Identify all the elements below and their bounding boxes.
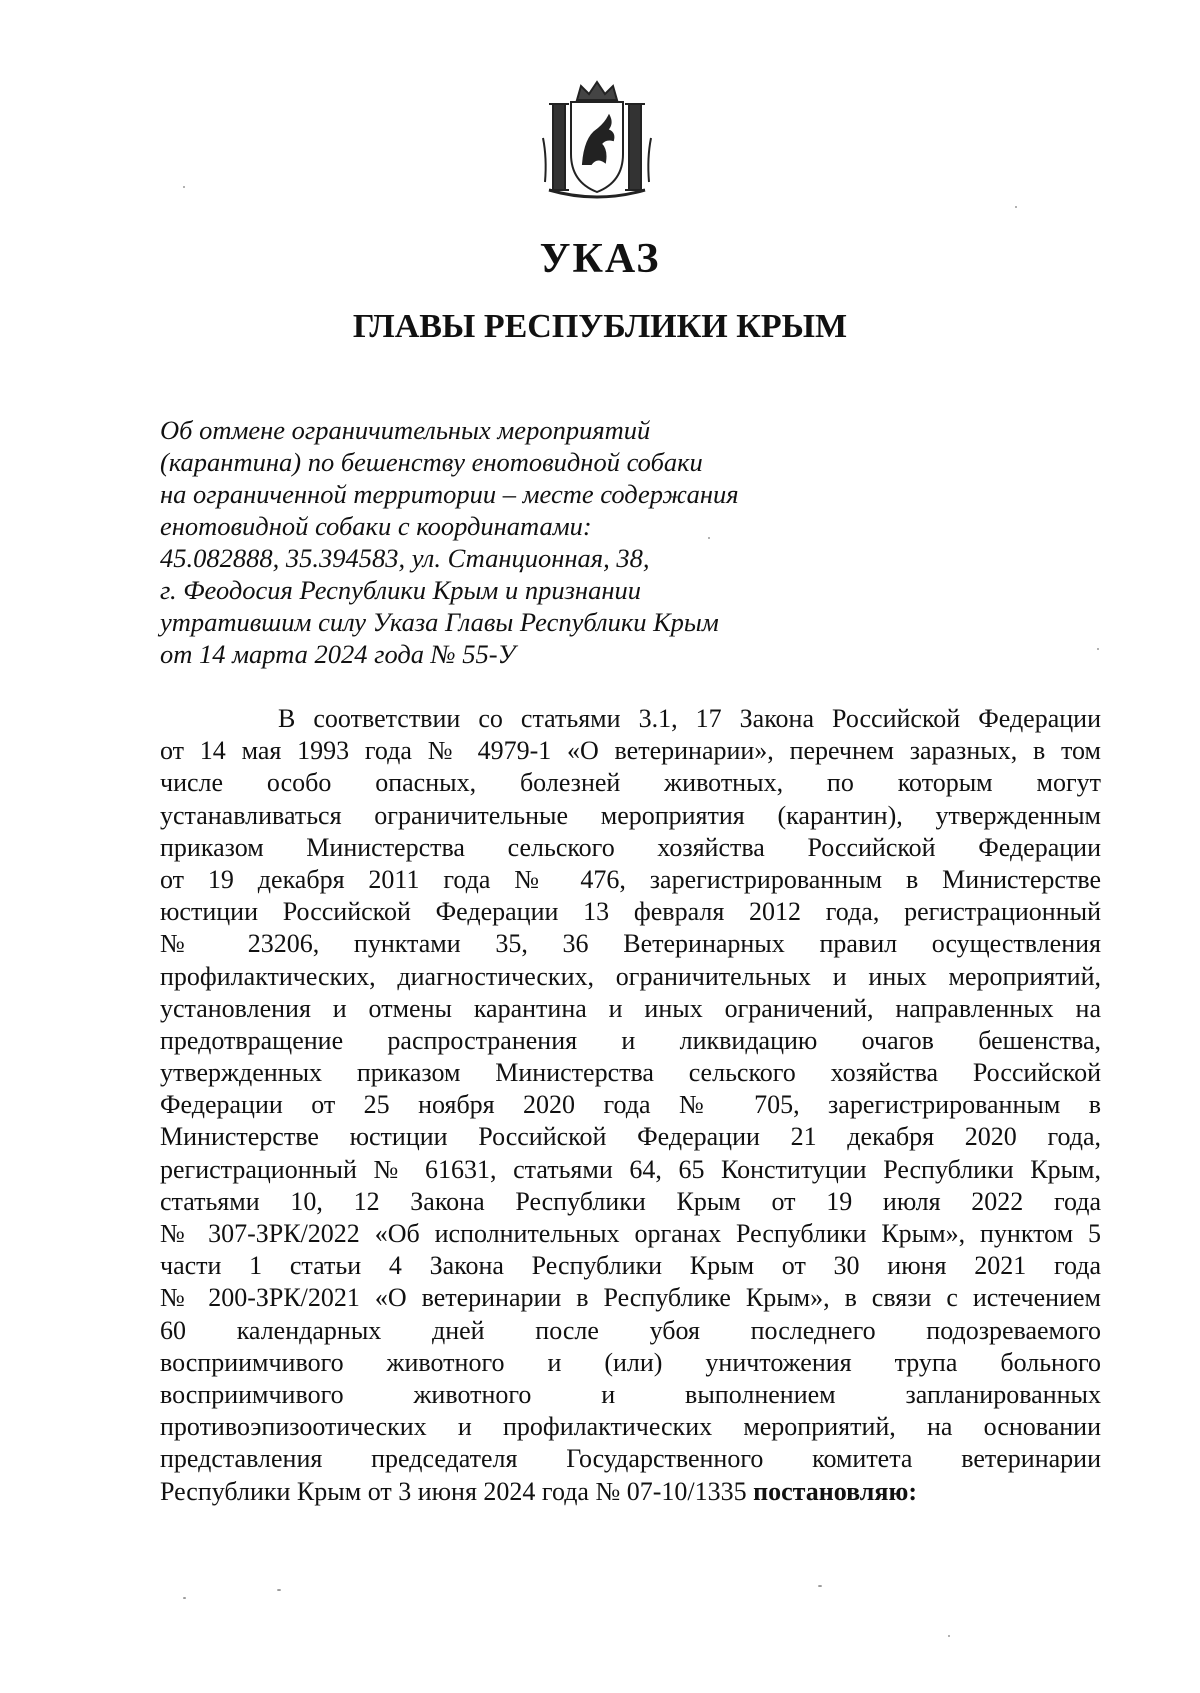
body-line: № 23206, пунктами 35, 36 Ветеринарных правил осуществления (160, 929, 1101, 959)
body-line: № 200-ЗРК/2021 «О ветеринарии в Республике Крым», в связи с истечением (160, 1283, 1101, 1313)
body-line: восприимчивого животного и (или) уничтожения трупа больного (160, 1347, 1101, 1377)
subject-line: енотовидной собаки с координатами: (160, 511, 592, 541)
scan-speck (183, 186, 185, 188)
scan-speck (948, 1635, 950, 1637)
body-line: Министерстве юстиции Российской Федерации 21 декабря 2020 года, (160, 1122, 1101, 1152)
body-line-final (160, 1476, 1101, 1508)
scan-speck (277, 1589, 281, 1591)
subject-line: Об отмене ограничительных мероприятий (160, 415, 651, 445)
body-line: утвержденных приказом Министерства сельского хозяйства Российской (160, 1058, 1101, 1088)
body-line: предотвращение распространения и ликвидацию очагов бешенства, (160, 1025, 1101, 1055)
scan-speck (818, 1585, 822, 1587)
body-line: устанавливаться ограничительные мероприятия (карантин), утвержденным (160, 800, 1101, 830)
scan-speck (183, 1597, 186, 1599)
body-line: № 307-ЗРК/2022 «Об исполнительных органах Республики Крым», пунктом 5 (160, 1219, 1101, 1248)
subject-line: 45.082888, 35.394583, ул. Станционная, 38, (160, 543, 650, 573)
subject-line: на ограниченной территории – месте содержания (160, 479, 739, 509)
body-line: противоэпизоотических и профилактических мероприятий, на основании (160, 1412, 1101, 1442)
body-line: представления председателя Государственного комитета ветеринарии (160, 1444, 1101, 1474)
scan-speck (708, 537, 710, 539)
body-line: от 19 декабря 2011 года № 476, зарегистрированным в Министерстве (160, 864, 1101, 894)
body-line: числе особо опасных, болезней животных, по которым могут (160, 768, 1101, 798)
body-line: юстиции Российской Федерации 13 февраля 2012 года, регистрационный (160, 897, 1101, 927)
body-line: регистрационный № 61631, статьями 64, 65 Конституции Республики Крым, (160, 1154, 1101, 1184)
body-line-final-text: Республики Крым от 3 июня 2024 года № 07-10/1335 (160, 1476, 747, 1506)
subject-line: утратившим силу Указа Главы Республики Крым (160, 607, 719, 637)
body-line: части 1 статьи 4 Закона Республики Крым от 30 июня 2021 года (160, 1251, 1101, 1281)
document-title: УКАЗ (539, 236, 661, 282)
body-line: восприимчивого животного и выполнением запланированных (160, 1379, 1101, 1409)
body-line: приказом Министерства сельского хозяйства Российской Федерации (160, 832, 1101, 862)
decree-subject (160, 414, 800, 670)
scan-speck (1097, 648, 1099, 650)
body-line: статьями 10, 12 Закона Республики Крым от 19 июля 2022 года (160, 1186, 1101, 1216)
subject-line: г. Феодосия Республики Крым и признании (160, 575, 641, 605)
body-line: профилактических, диагностических, ограничительных и иных мероприятий, (160, 961, 1101, 991)
body-line: Федерации от 25 ноября 2020 года № 705, зарегистрированным в (160, 1090, 1101, 1120)
body-line: от 14 мая 1993 года № 4979-1 «О ветеринарии», перечнем заразных, в том (160, 736, 1101, 766)
coat-of-arms-icon (535, 78, 659, 200)
body-line: В соответствии со статьями 3.1, 17 Закона Российской Федерации (278, 704, 1101, 733)
decree-preamble (160, 703, 1101, 1508)
document-subtitle: ГЛАВЫ РЕСПУБЛИКИ КРЫМ (352, 308, 848, 345)
decree-word: постановляю: (753, 1476, 917, 1506)
body-line: 60 календарных дней после убоя последнего подозреваемого (160, 1315, 1101, 1345)
subject-line: от 14 марта 2024 года № 55-У (160, 639, 516, 669)
subject-line: (карантина) по бешенству енотовидной собаки (160, 447, 703, 477)
scan-speck (1015, 206, 1017, 208)
body-line: установления и отмены карантина и иных ограничений, направленных на (160, 993, 1101, 1023)
